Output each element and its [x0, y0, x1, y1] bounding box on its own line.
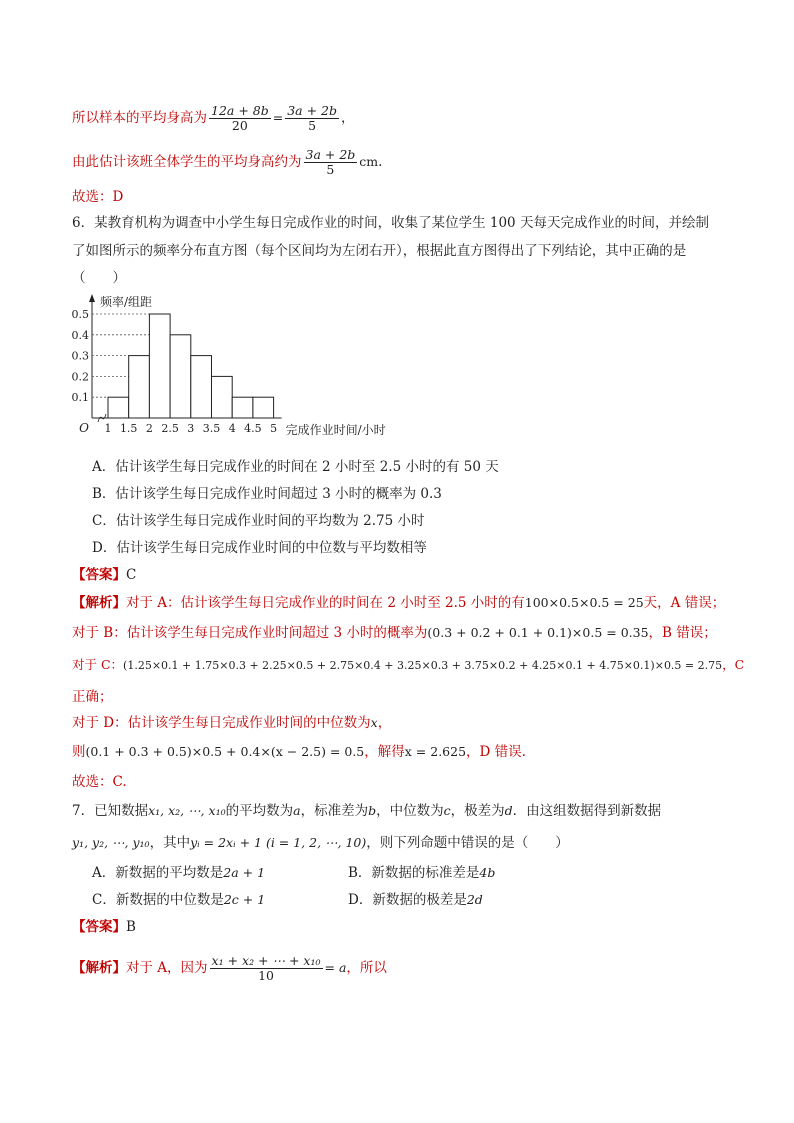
- q7-option-a: A．新数据的平均数是2a + 1: [92, 865, 266, 881]
- x-tick-label: 5: [270, 422, 278, 435]
- x-tick-label: 2.5: [161, 422, 179, 435]
- y-tick-label: 0.2: [71, 370, 89, 384]
- analysis-d-line2: 则(0.1 + 0.3 + 0.5)×0.5 + 0.4×(x − 2.5) = 0.5，解得x = 2.625，D 错误.: [72, 744, 526, 760]
- solution-line-estimate: 由此估计该班全体学生的平均身高约为 $\frac{3a + 2b}{5}$ cm.: [72, 147, 383, 177]
- x-tick-label: 4.5: [244, 422, 262, 435]
- frequency-histogram: [70, 290, 430, 450]
- x-tick-label: 3.5: [202, 422, 221, 435]
- fraction: $\frac{\text{x₁ + x₂ + ⋯ + x₁₀}}{10}$: [211, 953, 321, 983]
- q7-option-d: D．新数据的极差是2d: [348, 892, 483, 908]
- x-axis-label: 完成作业时间/小时: [285, 423, 386, 437]
- histogram-bar: [253, 397, 274, 418]
- solution-line-average-height: 所以样本的平均身高为 $\frac{12a + 8b}{20}$ = $\frac{3a + 2b}{5}$ ，: [72, 103, 355, 133]
- axis-break: [98, 414, 106, 422]
- y-tick-label: 0.1: [71, 391, 89, 405]
- analysis-b: 对于 B：估计该学生每日完成作业时间超过 3 小时的概率为(0.3 + 0.2 + 0.1 + 0.1)×0.5 = 0.35，B 错误；: [72, 625, 717, 641]
- question-6-stem-line1: 6．某教育机构为调查中小学生每日完成作业的时间，收集了某位学生 100 天每天完成作业的时间，并绘制: [72, 215, 709, 231]
- question-7-answer: 【答案】B: [72, 919, 136, 935]
- histogram-bar: [212, 376, 233, 418]
- x-tick-label: 1.5: [119, 422, 138, 435]
- fraction: $\frac{3a + 2b}{5}$: [287, 103, 337, 133]
- fraction: $\frac{12a + 8b}{20}$: [211, 103, 269, 133]
- solution-answer: 故选：D: [72, 189, 124, 205]
- fraction: $\frac{3a + 2b}{5}$: [305, 147, 356, 177]
- option-d: D．估计该学生每日完成作业时间的中位数与平均数相等: [92, 540, 427, 556]
- x-tick-label: 1: [104, 422, 112, 435]
- analysis-d: 对于 D：估计该学生每日完成作业时间的中位数为x，: [72, 715, 392, 731]
- x-tick-label: 3: [187, 422, 195, 435]
- question-6-stem-line2: 了如图所示的频率分布直方图（每个区间均为左闭右开），根据此直方图得出了下列结论，其中正确的是: [72, 243, 687, 259]
- analysis-c-line2: 正确；: [72, 689, 113, 705]
- option-a: A．估计该学生每日完成作业的时间在 2 小时至 2.5 小时的有 50 天: [92, 459, 499, 475]
- q7-option-b: B．新数据的标准差是4b: [348, 865, 496, 881]
- histogram-bar: [232, 397, 253, 418]
- y-tick-label: 0.4: [71, 328, 89, 342]
- question-6-stem-line3: （ ）: [72, 270, 126, 286]
- x-tick-label: 4: [228, 422, 236, 435]
- origin-label: O: [79, 421, 89, 435]
- x-tick-label: 2: [145, 422, 153, 435]
- q7-option-c: C．新数据的中位数是2c + 1: [92, 892, 266, 908]
- y-axis-arrow: [89, 294, 95, 302]
- analysis-a: 【解析】对于 A：估计该学生每日完成作业的时间在 2 小时至 2.5 小时的有100×0.5×0.5 = 25天，A 错误；: [72, 595, 726, 611]
- y-tick-label: 0.3: [71, 349, 89, 363]
- analysis-c: 对于 C：(1.25×0.1 + 1.75×0.3 + 2.25×0.5 + 2.75×0.4 + 3.25×0.3 + 3.75×0.2 + 4.25×0.1 + 4.75×0.1)×0.5 = 2.75，C: [72, 657, 745, 672]
- question-7-analysis: 【解析】对于 A，因为 $\frac{\text{x₁ + x₂ + ⋯ + x₁₀}}{10}$ = a，所以: [72, 953, 387, 983]
- histogram-bar: [129, 356, 150, 418]
- question-7-stem-line1: 7．已知数据x₁, x₂, ⋯, x₁₀的平均数为a，标准差为b，中位数为c，极差为d．由这组数据得到新数据: [72, 803, 662, 819]
- question-7-stem-line2: y₁, y₂, ⋯, y₁₀，其中yᵢ = 2xᵢ + 1 (i = 1, 2, ⋯, 10)，则下列命题中错误的是（ ）: [72, 835, 569, 851]
- histogram-bar: [149, 314, 170, 418]
- question-6-conclusion: 故选：C.: [72, 774, 127, 790]
- y-tick-label: 0.5: [71, 308, 89, 321]
- question-6-answer: 【答案】C: [72, 567, 137, 583]
- option-c: C．估计该学生每日完成作业时间的平均数为 2.75 小时: [92, 513, 425, 529]
- y-axis-label: 频率/组距: [100, 295, 153, 309]
- histogram-bar: [170, 335, 191, 418]
- histogram-bar: [108, 397, 129, 418]
- histogram-bar: [191, 356, 212, 418]
- option-b: B．估计该学生每日完成作业时间超过 3 小时的概率为 0.3: [92, 486, 442, 502]
